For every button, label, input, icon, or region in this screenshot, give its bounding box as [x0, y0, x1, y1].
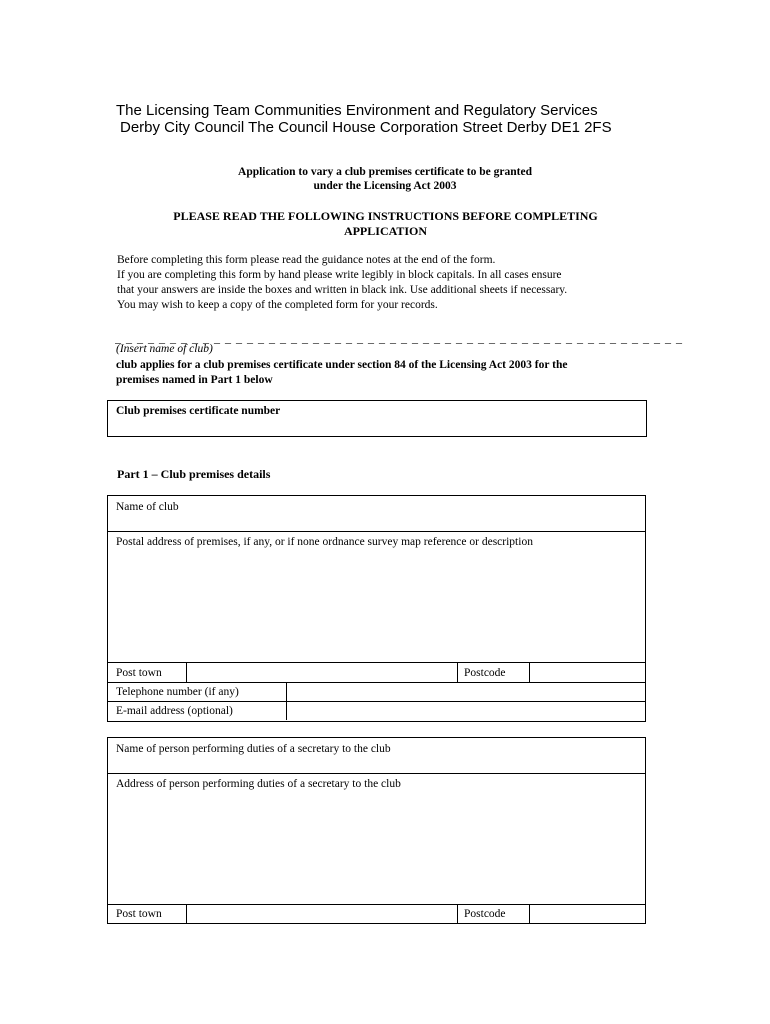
post-town-field[interactable]	[186, 663, 458, 682]
instructions-heading-line-2: APPLICATION	[343, 224, 428, 238]
telephone-label: Telephone number (if any)	[116, 686, 239, 698]
certificate-number-label: Club premises certificate number	[116, 405, 281, 417]
applies-line-1: club applies for a club premises certificate under section 84 of the Licensing Act 2003 for the	[116, 359, 568, 371]
applies-statement	[116, 358, 676, 388]
part1-heading: Part 1 – Club premises details	[117, 467, 271, 481]
intro-line-2: If you are completing this form by hand please write legibly in block capitals. In all cases ensure	[117, 269, 562, 281]
postcode-field[interactable]	[529, 663, 646, 682]
postal-address-field[interactable]	[108, 532, 645, 662]
telephone-field[interactable]	[286, 683, 646, 701]
secretary-post-town-field[interactable]	[186, 905, 458, 923]
secretary-postcode-field[interactable]	[529, 905, 646, 923]
secretary-address-label: Address of person performing duties of a secretary to the club	[116, 778, 401, 790]
postcode-label: Postcode	[464, 667, 506, 679]
secretary-name-field[interactable]	[108, 738, 645, 774]
form-title-line-2: under the Licensing Act 2003	[313, 180, 457, 192]
postal-address-label: Postal address of premises, if any, or if none ordnance survey map reference or description	[116, 536, 533, 548]
intro-line-1: Before completing this form please read the guidance notes at the end of the form.	[117, 254, 496, 266]
email-field[interactable]	[286, 702, 646, 720]
certificate-number-field[interactable]	[107, 400, 647, 437]
secretary-post-town-label: Post town	[116, 908, 162, 920]
header-line-1: The Licensing Team Communities Environment and Regulatory Services	[116, 102, 598, 119]
applies-line-2: premises named in Part 1 below	[116, 374, 273, 386]
intro-paragraph	[117, 253, 677, 313]
intro-line-4: You may wish to keep a copy of the completed form for your records.	[117, 299, 438, 311]
header-line-2: Derby City Council The Council House Corporation Street Derby DE1 2FS	[120, 119, 612, 136]
secretary-address-field[interactable]	[108, 774, 645, 904]
name-of-club-field[interactable]	[108, 496, 645, 532]
email-label: E-mail address (optional)	[116, 705, 233, 717]
instructions-heading-line-1: PLEASE READ THE FOLLOWING INSTRUCTIONS BEFORE COMPLETING	[173, 209, 598, 223]
club-name-input-line[interactable]: _ _ _ _ _ _ _ _ _ _ _ _ _ _ _ _ _ _ _ _ _ _ _ _ _ _ _ _ _ _ _ _ _ _ _ _ _ _ _ _ _ _ _ _ _ _ _ _ _ _ _ _	[115, 331, 683, 345]
secretary-postcode-label: Postcode	[464, 908, 506, 920]
secretary-name-label: Name of person performing duties of a secretary to the club	[116, 743, 391, 755]
secretary-table	[107, 737, 646, 924]
form-title-line-1: Application to vary a club premises certificate to be granted	[238, 166, 532, 178]
name-of-club-label: Name of club	[116, 501, 179, 513]
post-town-label: Post town	[116, 667, 162, 679]
intro-line-3: that your answers are inside the boxes and written in black ink. Use additional sheets if necessary.	[117, 284, 568, 296]
part1-table	[107, 495, 646, 722]
club-name-note: (Insert name of club)	[116, 343, 213, 355]
